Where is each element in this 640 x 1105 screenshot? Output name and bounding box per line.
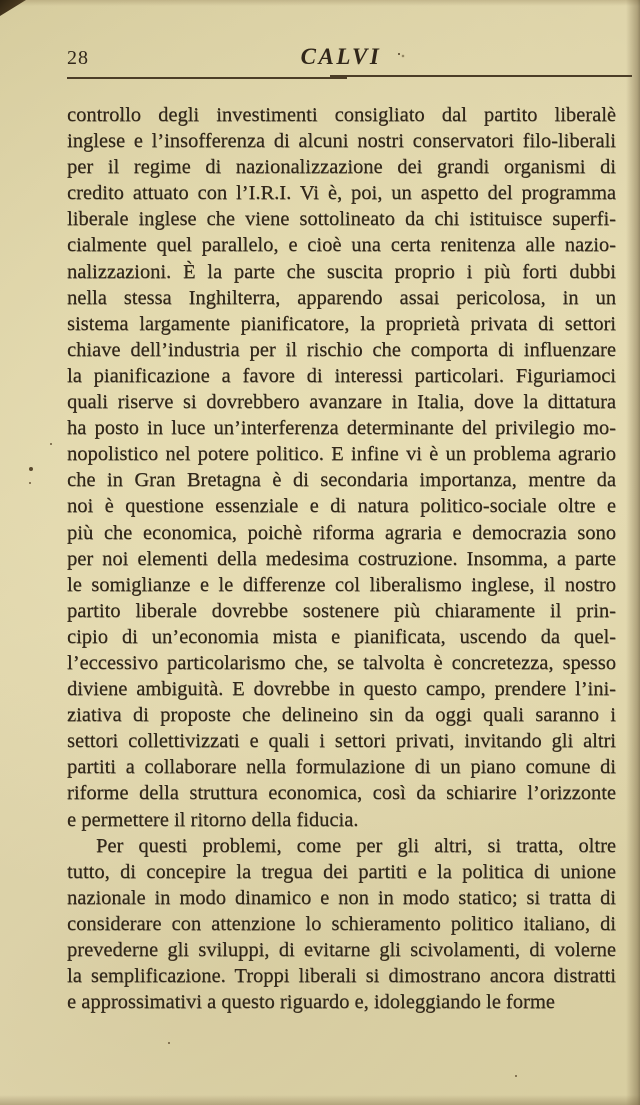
text-line: e approssimativi a questo riguardo e, idoleggiando le forme bbox=[67, 991, 555, 1014]
text-line: chiave dell’industria per il rischio che comporta di influenzare bbox=[67, 338, 616, 361]
text-line: nazionale in modo dinamico e non in modo statico; si tratta di bbox=[67, 886, 616, 909]
page-header bbox=[67, 42, 615, 70]
text-line: riforme della struttura economica, così da schiarire l’orizzonte bbox=[67, 782, 616, 805]
paper-speckles bbox=[0, 0, 2, 2]
text-line: nella stessa Inghilterra, apparendo assai pericolosa, in un bbox=[67, 286, 616, 309]
paper-bottom-edge-shading bbox=[0, 1095, 640, 1105]
text-line: Per questi problemi, come per gli altri, si tratta, oltre bbox=[96, 834, 616, 857]
text-line: la semplificazione. Troppi liberali si dimostrano ancora distratti bbox=[67, 965, 616, 988]
text-line: partiti a collaborare nella formulazione di un piano comune di bbox=[67, 756, 616, 779]
text-line: controllo degli investimenti consigliato dal partito liberalè bbox=[67, 104, 616, 126]
text-line: le somiglianze e le differenze col liberalismo inglese, il nostro bbox=[67, 573, 616, 596]
text-line: per noi elementi della medesima costruzione. Insomma, a parte bbox=[67, 547, 616, 570]
header-rule-right-segment bbox=[330, 75, 632, 77]
text-line: che in Gran Bretagna è di secondaria importanza, mentre da bbox=[67, 469, 616, 492]
paper-right-edge-shading bbox=[626, 0, 640, 1105]
text-line: prevederne gli sviluppi, di evitarne gli scivolamenti, di volerne bbox=[67, 939, 616, 961]
text-line: nalizzazioni. È la parte che suscita proprio i più forti dubbi bbox=[67, 260, 616, 283]
page-body-text bbox=[67, 102, 616, 1015]
text-line: considerare con attenzione lo schieramento politico italiano, di bbox=[67, 912, 616, 935]
page-number: 28 bbox=[67, 47, 89, 69]
text-line: per il regime di nazionalizzazione dei grandi organismi di bbox=[67, 156, 616, 179]
text-line: partito liberale dovrebbe sostenere più chiaramente il prin- bbox=[67, 599, 616, 622]
text-line: più che economica, poichè riforma agraria e democrazia sono bbox=[67, 521, 616, 544]
text-line: cialmente quel parallelo, e cioè una certa renitenza alle nazio- bbox=[67, 234, 616, 257]
paper-top-edge-shading bbox=[0, 0, 640, 6]
text-line: l’eccessivo particolarismo che, se talvolta è concretezza, spesso bbox=[67, 651, 616, 674]
text-line: liberale inglese che viene sottolineato da chi istituisce superfi- bbox=[67, 208, 616, 231]
text-line: la pianificazione a favore di interessi particolari. Figuriamoci bbox=[67, 364, 616, 387]
running-head: CALVI bbox=[300, 44, 382, 69]
text-line: sistema largamente pianificatore, la proprietà privata di settori bbox=[67, 312, 616, 335]
text-line: e permettere il ritorno della fiducia. bbox=[67, 808, 359, 831]
text-line: inglese e l’insofferenza di alcuni nostri conservatori filo-liberali bbox=[67, 130, 616, 153]
text-line: ziativa di proposte che delineino sin da oggi quali saranno i bbox=[67, 704, 616, 727]
text-line: cipio di un’economia mista e pianificata, uscendo da quel- bbox=[67, 625, 616, 648]
text-line: noi è questione essenziale e di natura politico-sociale oltre e bbox=[67, 495, 616, 518]
text-line: settori collettivizzati e quali i settori privati, invitando gli altri bbox=[67, 730, 616, 753]
header-rule-left-segment bbox=[67, 77, 347, 79]
text-line: credito attuato con l’I.R.I. Vi è, poi, un aspetto del programma bbox=[67, 182, 616, 205]
text-line: quali riserve si dovrebbero avanzare in Italia, dove la dittatura bbox=[67, 391, 616, 414]
text-line: diviene ambiguità. E dovrebbe in questo campo, prendere l’ini- bbox=[67, 678, 616, 701]
text-line: nopolistico nel potere politico. E infine vi è un problema agrario bbox=[67, 443, 616, 466]
text-line: tutto, di concepire la tregua dei partiti e la politica di unione bbox=[67, 860, 616, 883]
text-line: ha posto in luce un’interferenza determinante del privilegio mo- bbox=[67, 417, 616, 440]
